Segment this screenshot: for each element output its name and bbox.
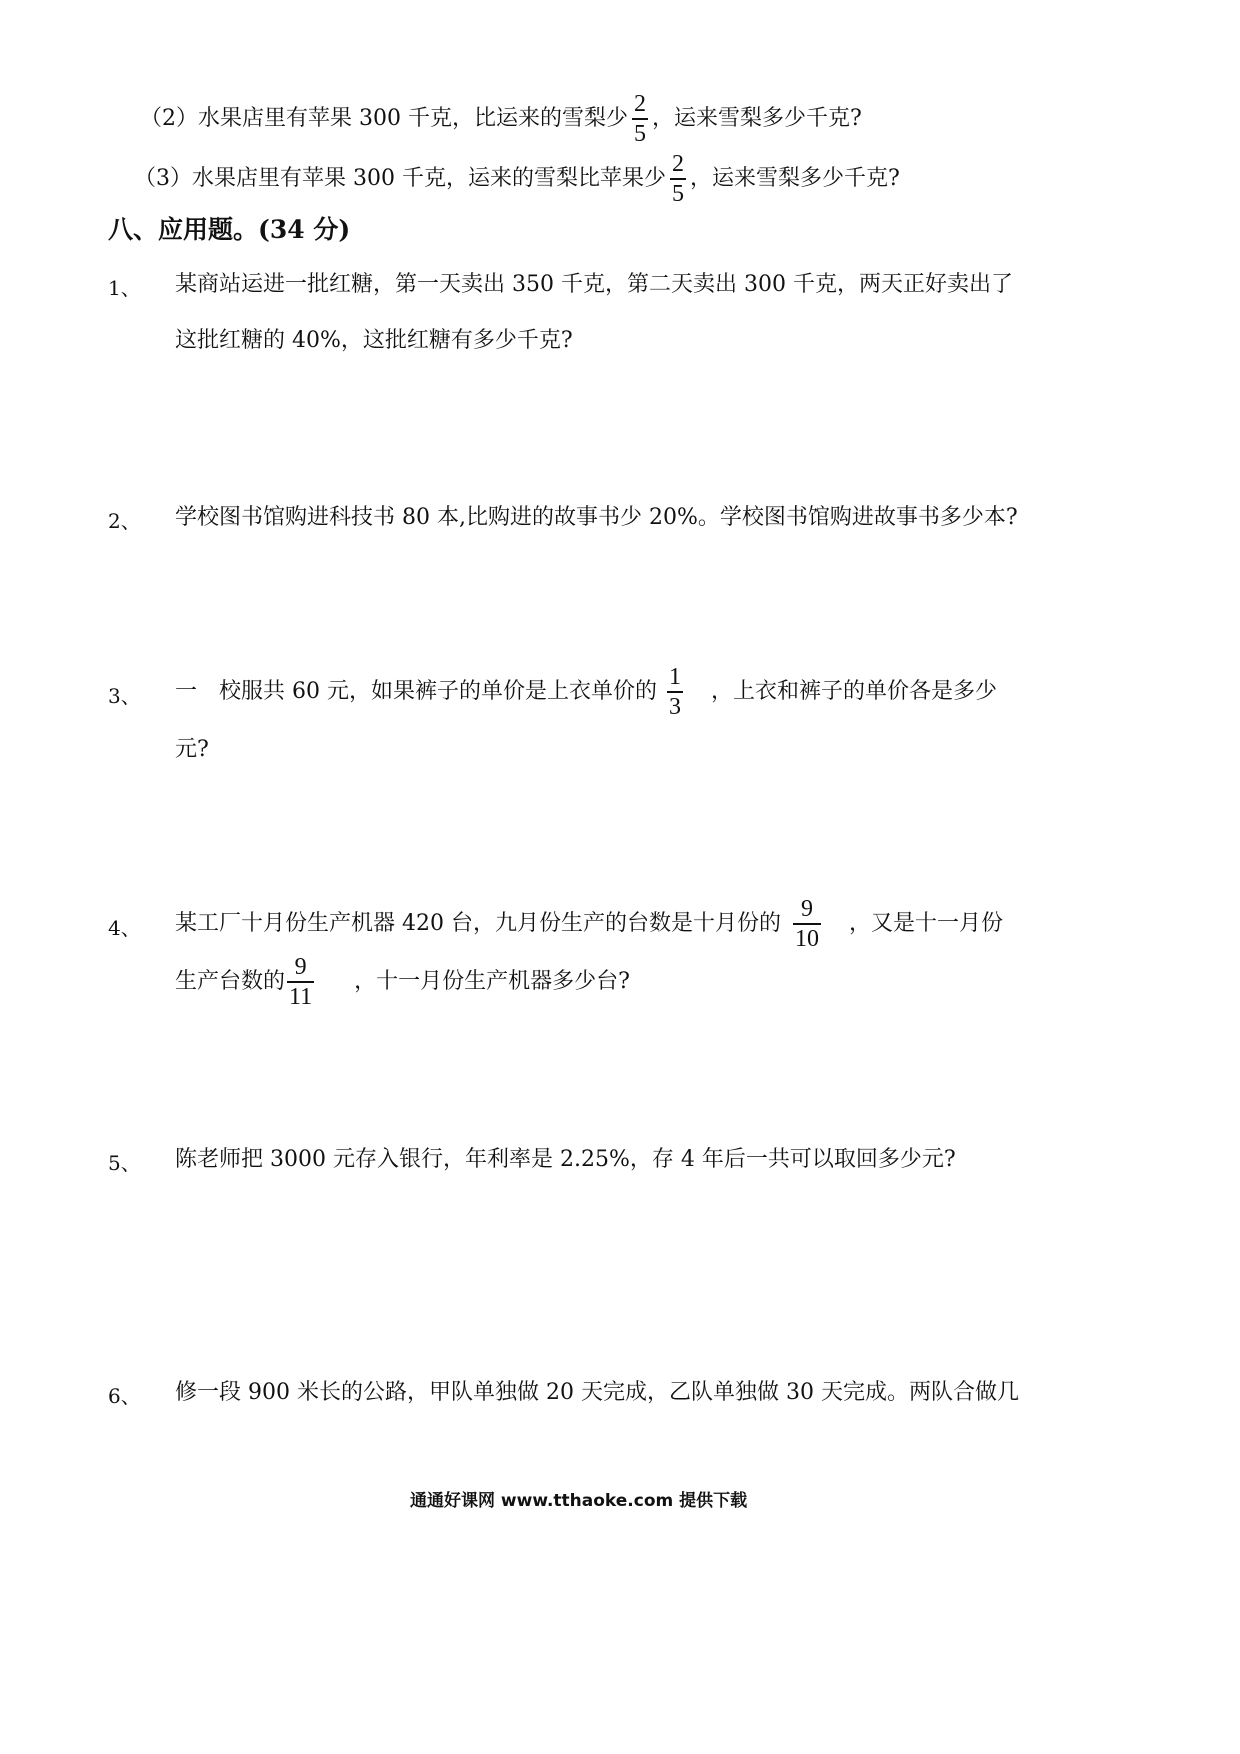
question-3-line-1 (175, 663, 997, 721)
subpart-2 (140, 90, 862, 148)
question-4-line-2-after: ，十一月份生产机器多少台? (354, 969, 630, 994)
fraction-numerator: 9 (793, 895, 821, 925)
question-3-text-before: 一 校服共 60 元，如果裤子的单价是上衣单价的 (175, 679, 657, 704)
subpart-3 (134, 150, 900, 208)
question-6-line-1: 修一段 900 米长的公路，甲队单独做 20 天完成，乙队单独做 30 天完成。两队合做几 (175, 1380, 1019, 1405)
question-number: 3、 (108, 684, 141, 708)
subpart-3-text-after: ，运来雪梨多少千克? (689, 166, 900, 191)
question-number: 6、 (108, 1384, 141, 1408)
question-2-line-1: 学校图书馆购进科技书 80 本,比购进的故事书少 20%。学校图书馆购进故事书多少本? (175, 505, 1018, 530)
question-number: 2、 (108, 509, 141, 533)
question-4-text-before: 某工厂十月份生产机器 420 台，九月份生产的台数是十月份的 (175, 911, 781, 936)
subpart-2-text-before: 水果店里有苹果 300 千克，比运来的雪梨少 (198, 106, 628, 131)
question-5-line-1: 陈老师把 3000 元存入银行，年利率是 2.25%，存 4 年后一共可以取回多少元? (175, 1147, 956, 1172)
fraction-nine-elevenths (287, 953, 314, 1011)
fraction-numerator: 2 (670, 150, 686, 180)
fraction-numerator: 2 (632, 90, 648, 120)
question-1-line-1: 某商站运进一批红糖，第一天卖出 350 千克，第二天卖出 300 千克，两天正好卖出了 (175, 272, 1013, 297)
question-4-line-2-before: 生产台数的 (175, 969, 286, 994)
fraction-numerator: 9 (287, 953, 314, 983)
question-3-line-2: 元? (175, 737, 209, 762)
fraction-denominator: 5 (671, 181, 684, 207)
fraction-denominator: 10 (794, 926, 819, 952)
question-4-line-1 (175, 895, 1003, 953)
question-number: 4、 (108, 916, 141, 940)
question-number: 1、 (108, 276, 141, 300)
question-4-text-after: ，又是十一月份 (848, 911, 1003, 936)
fraction-two-fifths (670, 150, 686, 208)
fraction-denominator: 11 (289, 984, 313, 1010)
fraction-nine-tenths (793, 895, 821, 953)
subpart-3-text-before: 水果店里有苹果 300 千克，运来的雪梨比苹果少 (192, 166, 666, 191)
fraction-two-fifths (632, 90, 648, 148)
fraction-one-third (667, 663, 683, 721)
question-1-line-2: 这批红糖的 40%，这批红糖有多少千克? (175, 328, 573, 353)
question-4-line-2 (175, 953, 630, 1011)
fraction-denominator: 3 (668, 694, 681, 720)
fraction-numerator: 1 (667, 663, 683, 693)
question-3-text-after: ，上衣和裤子的单价各是多少 (710, 679, 997, 704)
page-footer: 通通好课网 www.tthaoke.com 提供下载 (410, 1491, 748, 1511)
subpart-2-text-after: ，运来雪梨多少千克? (651, 106, 862, 131)
fraction-denominator: 5 (633, 121, 646, 147)
subpart-3-label: （3） (134, 166, 192, 191)
subpart-2-label: （2） (140, 106, 198, 131)
section-heading: 八、应用题。(34 分) (108, 215, 351, 244)
question-number: 5、 (108, 1151, 141, 1175)
